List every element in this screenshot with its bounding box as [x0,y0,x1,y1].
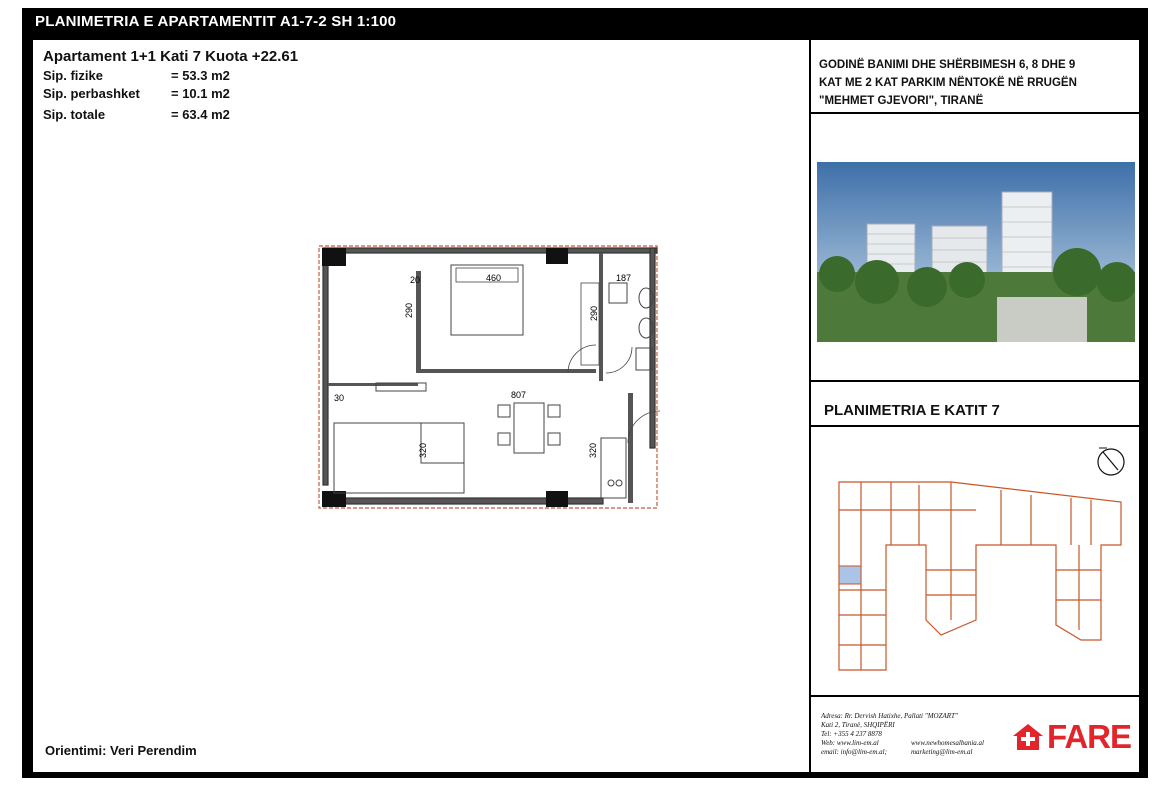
chair [498,405,510,417]
chair [548,405,560,417]
sink [609,283,627,303]
area-value: = 53.3 m2 [171,68,230,83]
project-title-line: KAT ME 2 KAT PARKIM NËNTOKË NË RRUGËN [819,77,1077,89]
project-title-line: "MEHMET GJEVORI", TIRANË [819,95,984,107]
area-value: = 63.4 m2 [171,107,230,122]
plaza [997,297,1087,342]
hob-burner [608,480,614,486]
dim-label: 290 [404,302,414,318]
plan-boundary [319,246,657,508]
sheet-title: PLANIMETRIA E APARTAMENTIT A1-7-2 SH 1:100 [35,13,397,30]
wall-top [323,248,657,253]
wall-bath-left [599,253,603,381]
column [546,491,568,507]
email-link[interactable]: email: info@lim-em.al; [821,748,887,756]
wardrobe [581,283,599,365]
north-arrow-needle [1103,452,1118,470]
contact-line: Tel: +355 4 237 8878 [821,730,882,738]
divider [811,380,1139,382]
dim-label: 320 [418,442,428,458]
divider [811,112,1139,114]
divider [811,425,1139,427]
dim-label: 460 [486,273,502,283]
dim-label: 30 [334,393,345,403]
fare-logo [1011,718,1131,756]
wall-left [323,263,328,485]
logo-text: FARE [1047,718,1132,755]
floor-plan-drawing [316,243,661,513]
contact-info [821,712,984,757]
door-swing [606,347,632,373]
dim-label: 320 [588,442,598,458]
dim-label: 187 [616,273,632,283]
wall-bedroom-bottom [416,369,596,373]
floor-outline [839,482,1121,670]
web-link[interactable]: www.newhomesalbania.al [911,739,984,747]
column [322,248,346,266]
dim-label: 807 [511,390,527,400]
project-title [819,56,1135,110]
highlighted-apartment [839,566,861,584]
area-label: Sip. fizike [43,68,103,83]
floor-plan-title: PLANIMETRIA E KATIT 7 [824,402,1000,419]
contact-row [821,748,984,757]
chair [498,433,510,445]
area-row [43,106,298,124]
divider [811,695,1139,697]
plan-panel [33,40,811,772]
info-panel [811,40,1139,772]
building-render [817,162,1135,342]
orientation-label: Orientimi: Veri Perendim [45,743,197,758]
sofa [334,423,464,493]
area-value: = 10.1 m2 [171,86,230,101]
dining-table [514,403,544,453]
column [546,248,568,264]
contact-line: Adresa: Rr. Dervish Hatixhe, Pallati "MOZART" [821,712,958,720]
hob-burner [616,480,622,486]
area-label: Sip. perbashket [43,86,140,101]
area-row [43,85,298,103]
wall-entry [628,393,633,503]
house-cross-icon [1011,722,1045,752]
kitchen-counter [601,438,626,498]
project-title-line: GODINË BANIMI DHE SHËRBIMESH 6, 8 DHE 9 [819,59,1076,71]
contact-line: Kati 2, Tiranë, SHQIPËRI [821,721,895,729]
dim-label: 290 [589,305,599,321]
key-plan [831,440,1131,680]
wall-bedroom-left [416,271,421,371]
door-swing [568,345,596,373]
apartment-info [43,48,298,124]
area-row [43,67,298,85]
web-link[interactable]: Web: www.lim-em.al [821,739,879,747]
email-link[interactable]: marketing@lim-em.al [911,748,973,756]
dim-label: 20 [410,275,421,285]
area-label: Sip. totale [43,107,106,122]
contact-row [821,739,984,748]
chair [548,433,560,445]
apartment-heading: Apartament 1+1 Kati 7 Kuota +22.61 [43,48,299,65]
